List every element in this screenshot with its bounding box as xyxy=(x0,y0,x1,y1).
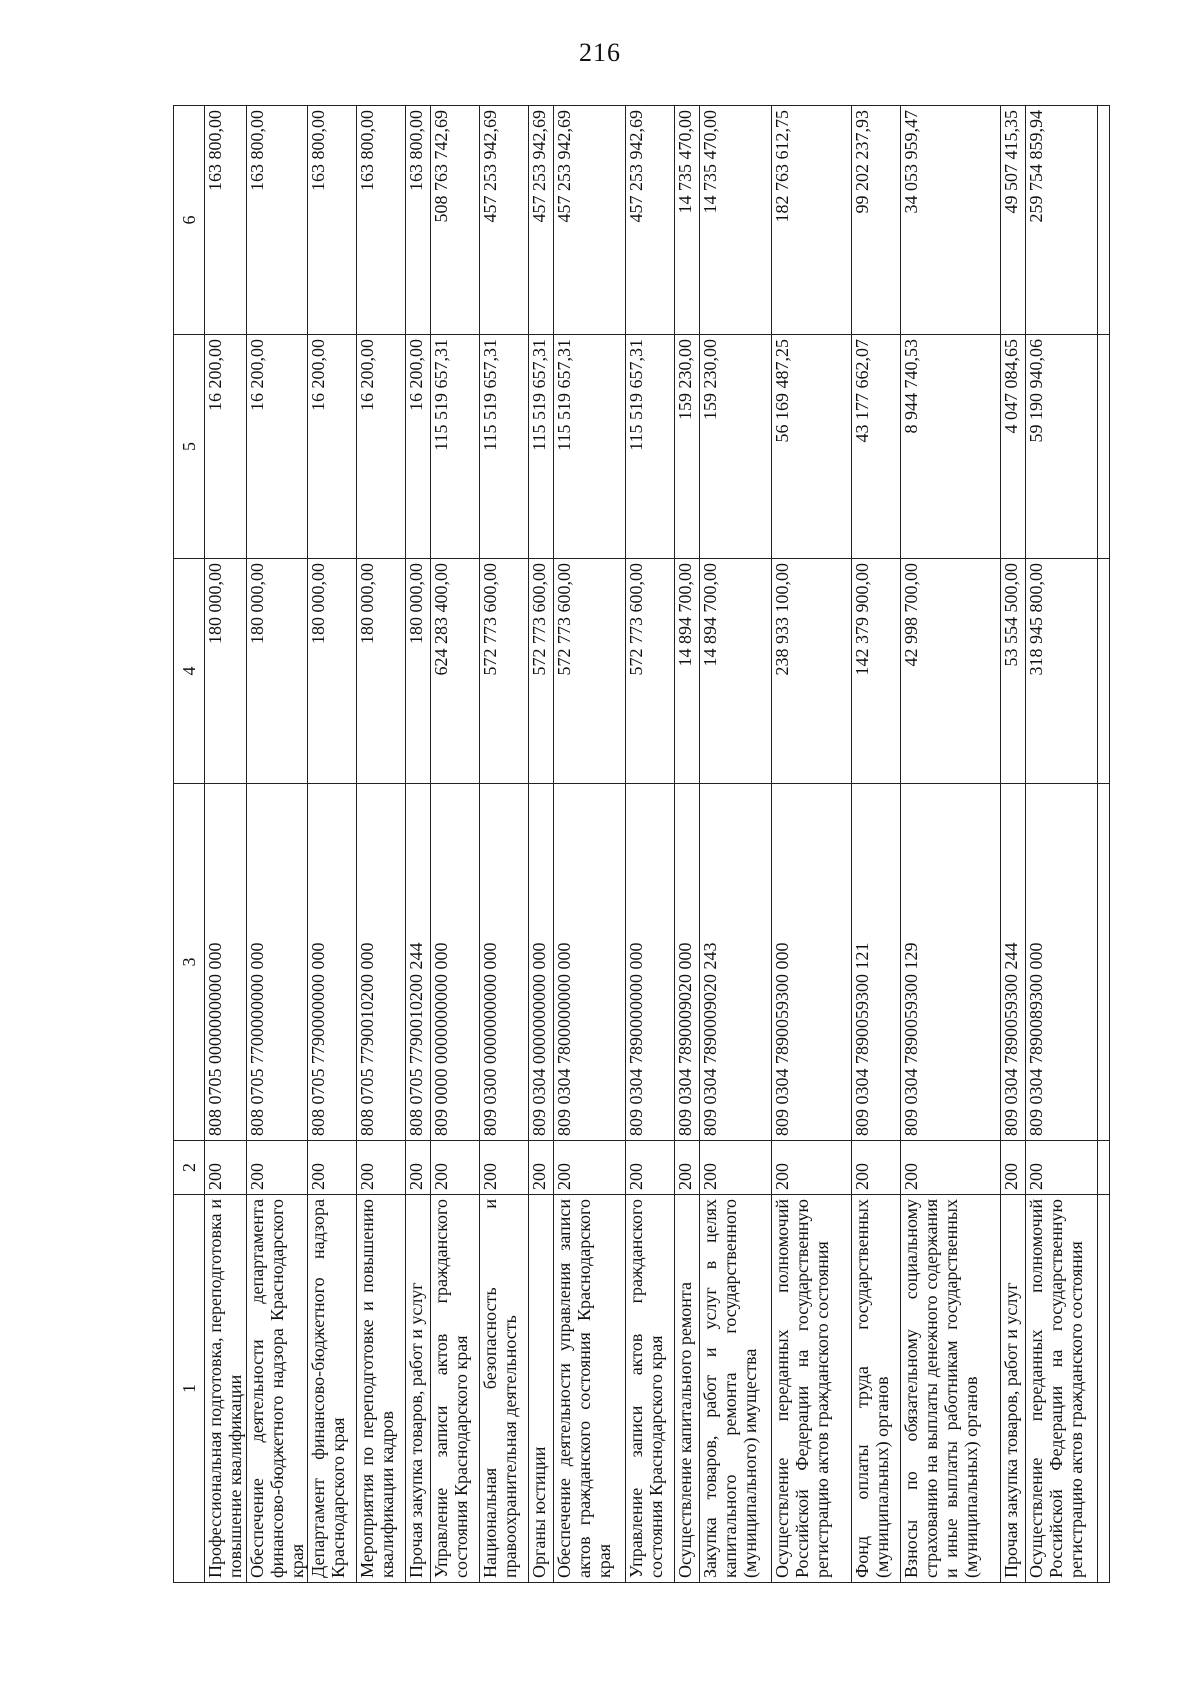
row-name: Мероприятия по переподготовке и повышению квалификации кадров xyxy=(357,1195,406,1583)
row-col2: 200 xyxy=(1001,1141,1026,1195)
row-col5: 115 519 657,31 xyxy=(554,335,626,559)
row-col6: 49 507 415,35 xyxy=(1001,106,1026,335)
row-col4: 53 554 500,00 xyxy=(1001,559,1026,784)
row-col2: 200 xyxy=(431,1141,480,1195)
row-col5: 115 519 657,31 xyxy=(480,335,529,559)
row-col5: 8 944 740,53 xyxy=(901,335,1001,559)
row-code: 808 0705 7790000000 000 xyxy=(308,784,357,1141)
row-col4: 572 773 600,00 xyxy=(626,559,675,784)
row-col4: 572 773 600,00 xyxy=(554,559,626,784)
row-name: Обеспечение деятельности управления записи актов гражданского состояния Краснодарского края xyxy=(554,1195,626,1583)
table-header-row xyxy=(174,106,205,1583)
table-row xyxy=(626,106,675,1583)
row-col6: 99 202 237,93 xyxy=(852,106,901,335)
row-col4: 238 933 100,00 xyxy=(772,559,852,784)
row-col4: 180 000,00 xyxy=(357,559,406,784)
column-header: 6 xyxy=(174,106,205,335)
table-row xyxy=(1001,106,1026,1583)
row-col4: 180 000,00 xyxy=(205,559,247,784)
row-code: 808 0705 7790010200 000 xyxy=(357,784,406,1141)
row-col6: 163 800,00 xyxy=(357,106,406,335)
column-header: 2 xyxy=(174,1141,205,1195)
row-col2: 200 xyxy=(675,1141,700,1195)
row-code: 809 0304 7890009020 243 xyxy=(700,784,772,1141)
row-code: 809 0304 7890059300 121 xyxy=(852,784,901,1141)
row-name: Национальная безопасность и правоохранительная деятельность xyxy=(480,1195,529,1583)
empty-cell xyxy=(1098,106,1110,335)
row-col5: 4 047 084,65 xyxy=(1001,335,1026,559)
row-col4: 624 283 400,00 xyxy=(431,559,480,784)
table-row xyxy=(772,106,852,1583)
table-row xyxy=(1026,106,1098,1583)
empty-cell xyxy=(1098,559,1110,784)
empty-cell xyxy=(1098,1195,1110,1583)
page-number: 216 xyxy=(579,38,621,67)
row-code: 809 0304 7890059300 244 xyxy=(1001,784,1026,1141)
row-code: 808 0705 7790010200 244 xyxy=(406,784,431,1141)
row-name: Осуществление переданных полномочий Российской Федерации на государственную регистрацию актов гражданского состояния xyxy=(772,1195,852,1583)
row-col2: 200 xyxy=(700,1141,772,1195)
row-name: Прочая закупка товаров, работ и услуг xyxy=(1001,1195,1026,1583)
row-col5: 159 230,00 xyxy=(700,335,772,559)
row-code: 809 0000 0000000000 000 xyxy=(431,784,480,1141)
row-col4: 572 773 600,00 xyxy=(529,559,554,784)
row-col4: 572 773 600,00 xyxy=(480,559,529,784)
row-col6: 508 763 742,69 xyxy=(431,106,480,335)
table-row xyxy=(529,106,554,1583)
row-col6: 457 253 942,69 xyxy=(480,106,529,335)
row-col6: 457 253 942,69 xyxy=(554,106,626,335)
row-col6: 34 053 959,47 xyxy=(901,106,1001,335)
row-col5: 115 519 657,31 xyxy=(626,335,675,559)
row-col6: 259 754 859,94 xyxy=(1026,106,1098,335)
row-col4: 318 945 800,00 xyxy=(1026,559,1098,784)
rotated-table-container xyxy=(173,106,1121,1583)
row-name: Профессиональная подготовка, переподготовка и повышение квалификации xyxy=(205,1195,247,1583)
column-header: 1 xyxy=(174,1195,205,1583)
table-row xyxy=(700,106,772,1583)
row-name: Департамент финансово-бюджетного надзора Краснодарского края xyxy=(308,1195,357,1583)
row-col5: 159 230,00 xyxy=(675,335,700,559)
row-col6: 457 253 942,69 xyxy=(529,106,554,335)
row-col2: 200 xyxy=(529,1141,554,1195)
row-name: Взносы по обязательному социальному страхованию на выплаты денежного содержания и иные выплаты работникам государственных (муниципальных) органов xyxy=(901,1195,1001,1583)
row-code: 809 0304 7890059300 000 xyxy=(772,784,852,1141)
row-code: 809 0304 7890000000 000 xyxy=(626,784,675,1141)
table-row xyxy=(357,106,406,1583)
row-col4: 14 894 700,00 xyxy=(700,559,772,784)
row-col4: 14 894 700,00 xyxy=(675,559,700,784)
table-row xyxy=(308,106,357,1583)
row-col4: 180 000,00 xyxy=(247,559,308,784)
row-col6: 14 735 470,00 xyxy=(700,106,772,335)
budget-table xyxy=(173,105,1110,1583)
row-col6: 163 800,00 xyxy=(406,106,431,335)
row-col4: 142 379 900,00 xyxy=(852,559,901,784)
row-name: Осуществление капитального ремонта xyxy=(675,1195,700,1583)
row-name: Обеспечение деятельности департамента финансово-бюджетного надзора Краснодарского края xyxy=(247,1195,308,1583)
row-code: 808 0705 0000000000 000 xyxy=(205,784,247,1141)
row-col5: 115 519 657,31 xyxy=(431,335,480,559)
row-col2: 200 xyxy=(247,1141,308,1195)
row-col6: 163 800,00 xyxy=(308,106,357,335)
empty-cell xyxy=(1098,784,1110,1141)
row-col2: 200 xyxy=(1026,1141,1098,1195)
row-col4: 180 000,00 xyxy=(308,559,357,784)
row-col6: 163 800,00 xyxy=(205,106,247,335)
row-col2: 200 xyxy=(554,1141,626,1195)
row-code: 809 0304 7800000000 000 xyxy=(554,784,626,1141)
row-code: 809 0304 0000000000 000 xyxy=(529,784,554,1141)
row-name: Закупка товаров, работ и услуг в целях капитального ремонта государственного (муниципального) имущества xyxy=(700,1195,772,1583)
row-col6: 163 800,00 xyxy=(247,106,308,335)
table-row xyxy=(406,106,431,1583)
row-col5: 56 169 487,25 xyxy=(772,335,852,559)
row-code: 809 0304 7890059300 129 xyxy=(901,784,1001,1141)
row-name: Управление записи актов гражданского состояния Краснодарского края xyxy=(626,1195,675,1583)
row-name: Управление записи актов гражданского состояния Краснодарского края xyxy=(431,1195,480,1583)
row-col2: 200 xyxy=(901,1141,1001,1195)
row-col5: 16 200,00 xyxy=(406,335,431,559)
row-code: 809 0300 0000000000 000 xyxy=(480,784,529,1141)
table-row xyxy=(852,106,901,1583)
row-name: Органы юстиции xyxy=(529,1195,554,1583)
row-col5: 59 190 940,06 xyxy=(1026,335,1098,559)
row-col5: 16 200,00 xyxy=(205,335,247,559)
column-header: 3 xyxy=(174,784,205,1141)
row-col2: 200 xyxy=(357,1141,406,1195)
row-col2: 200 xyxy=(205,1141,247,1195)
table-row xyxy=(205,106,247,1583)
row-col5: 16 200,00 xyxy=(357,335,406,559)
row-code: 808 0705 7700000000 000 xyxy=(247,784,308,1141)
table-row xyxy=(480,106,529,1583)
table-row xyxy=(431,106,480,1583)
row-code: 809 0304 7890009020 000 xyxy=(675,784,700,1141)
row-name: Осуществление переданных полномочий Российской Федерации на государственную регистрацию актов гражданского состояния xyxy=(1026,1195,1098,1583)
row-col4: 180 000,00 xyxy=(406,559,431,784)
row-col4: 42 998 700,00 xyxy=(901,559,1001,784)
table-continuation-row xyxy=(1098,106,1110,1583)
row-col2: 200 xyxy=(626,1141,675,1195)
table-row xyxy=(247,106,308,1583)
table-row xyxy=(554,106,626,1583)
column-header: 4 xyxy=(174,559,205,784)
row-col2: 200 xyxy=(852,1141,901,1195)
row-col2: 200 xyxy=(480,1141,529,1195)
row-col6: 457 253 942,69 xyxy=(626,106,675,335)
row-col2: 200 xyxy=(406,1141,431,1195)
table-row xyxy=(901,106,1001,1583)
row-col6: 182 763 612,75 xyxy=(772,106,852,335)
row-name: Прочая закупка товаров, работ и услуг xyxy=(406,1195,431,1583)
empty-cell xyxy=(1098,1141,1110,1195)
row-col2: 200 xyxy=(308,1141,357,1195)
row-col5: 16 200,00 xyxy=(308,335,357,559)
column-header: 5 xyxy=(174,335,205,559)
row-code: 809 0304 7890089300 000 xyxy=(1026,784,1098,1141)
row-col5: 16 200,00 xyxy=(247,335,308,559)
row-col5: 43 177 662,07 xyxy=(852,335,901,559)
row-col6: 14 735 470,00 xyxy=(675,106,700,335)
row-name: Фонд оплаты труда государственных (муниципальных) органов xyxy=(852,1195,901,1583)
table-row xyxy=(675,106,700,1583)
row-col5: 115 519 657,31 xyxy=(529,335,554,559)
empty-cell xyxy=(1098,335,1110,559)
row-col2: 200 xyxy=(772,1141,852,1195)
